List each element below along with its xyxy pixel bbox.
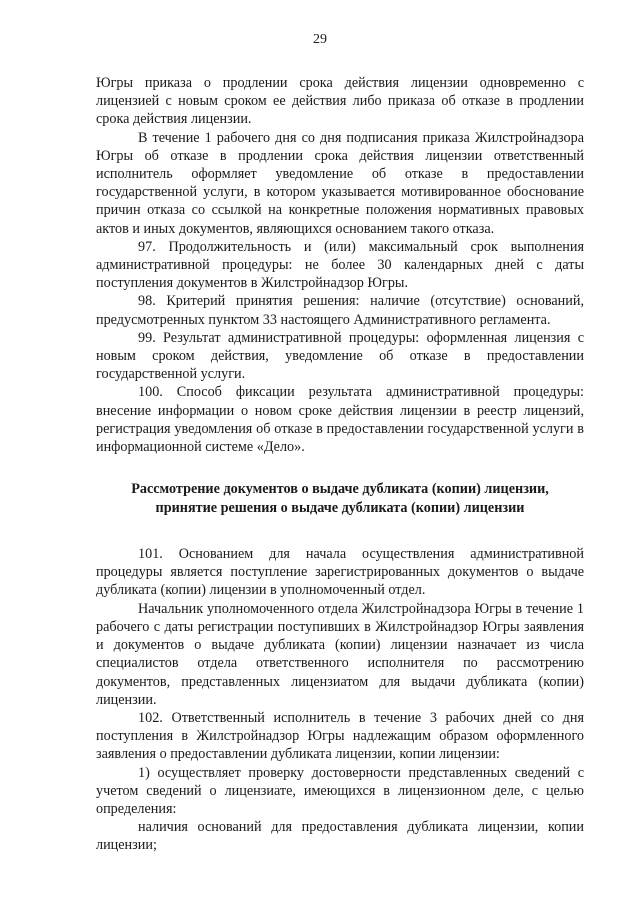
paragraph-item-97: 97. Продолжительность и (или) максимальный срок выполнения административной процедуры: не более 30 календарных дней с даты поступления документов в Жилстройнадзор Югры. xyxy=(96,238,584,292)
document-body xyxy=(96,74,584,855)
section-heading: Рассмотрение документов о выдаче дубликата (копии) лицензии, принятие решения о выдаче дубликата (копии) лицензии xyxy=(131,481,549,516)
paragraph: В течение 1 рабочего дня со дня подписания приказа Жилстройнадзора Югры об отказе в продлении срока действия лицензии ответственный исполнитель оформляет уведомление об отказе в предоставлении государственной услуги, в котором указывается мотивированное обоснование причин отказа со ссылкой на конкретные положения нормативных правовых актов и иных документов, являющихся основанием такого отказа. xyxy=(96,129,584,237)
page-number: 29 xyxy=(313,32,327,47)
paragraph-item-99: 99. Результат административной процедуры: оформленная лицензия с новым сроком действия, уведомление об отказе в предоставлении государственной услуги. xyxy=(96,329,584,383)
paragraph: наличия оснований для предоставления дубликата лицензии, копии лицензии; xyxy=(96,819,584,854)
paragraph: Югры приказа о продлении срока действия лицензии одновременно с лицензией с новым сроком ее действия либо приказа об отказе в продлении срока действия лицензии. xyxy=(96,75,584,128)
paragraph-subitem-1: 1) осуществляет проверку достоверности представленных сведений с учетом сведений о лицензиате, имеющихся в лицензионном деле, с целью определения: xyxy=(96,764,584,817)
paragraph: Начальник уполномоченного отдела Жилстройнадзора Югры в течение 1 рабочего с даты регистрации поступивших в Жилстройнадзор Югры заявления и документов о выдаче дубликата (копии) лицензии назначает из числа специалистов отдела ответственного исполнителя по рассмотрению документов, представленных лицензиатом для выдачи дубликата (копии) лицензии. xyxy=(96,600,584,708)
paragraph-item-100: 100. Способ фиксации результата административной процедуры: внесение информации о новом сроке действия лицензии в реестр лицензий, регистрация уведомления об отказе в предоставлении государственной услуги в информационной системе «Дело». xyxy=(96,384,584,456)
paragraph-item-98: 98. Критерий принятия решения: наличие (отсутствие) оснований, предусмотренных пунктом 33 настоящего Административного регламента. xyxy=(96,293,584,328)
paragraph-item-102: 102. Ответственный исполнитель в течение 3 рабочих дней со дня поступления в Жилстройнадзор Югры надлежащим образом оформленного заявления о предоставлении дубликата лицензии, копии лицензии: xyxy=(96,709,584,763)
paragraph-item-101: 101. Основанием для начала осуществления административной процедуры является поступление зарегистрированных документов о выдаче дубликата (копии) лицензии в уполномоченный отдел. xyxy=(96,546,584,599)
